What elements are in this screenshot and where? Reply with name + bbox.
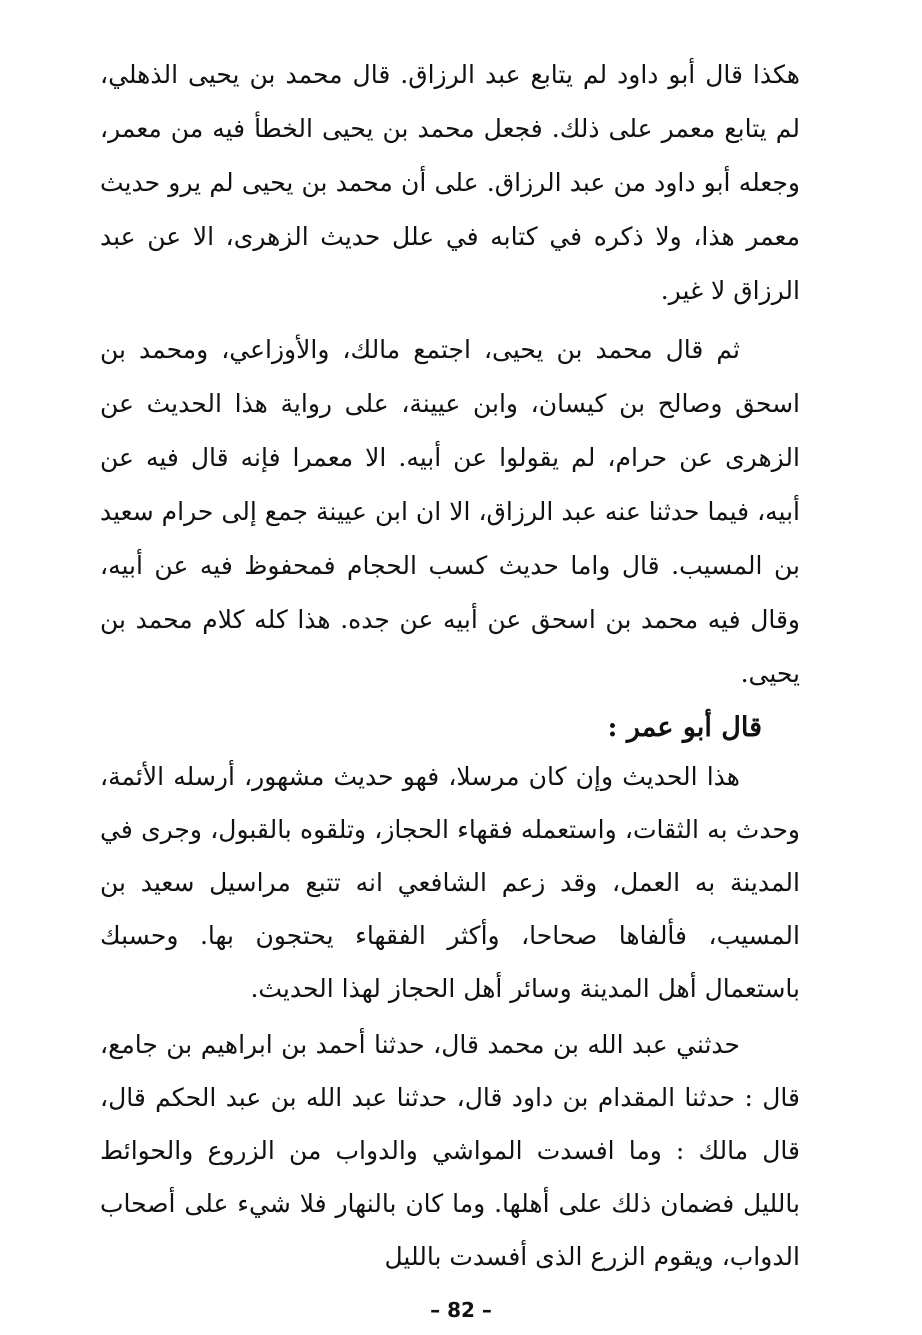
page-number: – 82 –	[430, 1298, 492, 1322]
paragraph-abu-dawud: هكذا قال أبو داود لم يتابع عبد الرزاق. قال محمد بن يحيى الذهلي، لم يتابع معمر على ذلك. فجعل محمد بن يحيى الخطأ فيه من معمر، وجعله أبو داود من عبد الرزاق. على أن محمد بن يحيى لم يرو حديث معمر هذا، ولا ذكره في كتابه في علل حديث الزهرى، الا عن عبد الرزاق لا غير.	[100, 60, 800, 305]
paragraph-muhammad-ibn-yahya: ثم قال محمد بن يحيى، اجتمع مالك، والأوزاعي، ومحمد بن اسحق وصالح بن كيسان، وابن عيينة، على رواية هذا الحديث عن الزهرى عن حرام، لم يقولوا عن أبيه. الا معمرا فإنه قال فيه عن أبيه، فيما حدثنا عنه عبد الرزاق، الا ان ابن عيينة جمع إلى حرام سعيد بن المسيب. قال واما حديث كسب الحجام فمحفوظ فيه عن أبيه، وقال فيه محمد بن اسحق عن أبيه عن جده. هذا كله كلام محمد بن يحيى.	[100, 335, 800, 688]
section-heading: قال أبو عمر :	[607, 712, 762, 743]
paragraph-isnad-malik: حدثني عبد الله بن محمد قال، حدثنا أحمد بن ابراهيم بن جامع، قال : حدثنا المقدام بن داود قال، حدثنا عبد الله بن عبد الحكم قال، قال مالك : وما افسدت المواشي والدواب من الزروع والحوائط بالليل فضمان ذلك على أهلها. وما كان بالنهار فلا شيء على أصحاب الدواب، ويقوم الزرع الذى أفسدت بالليل	[100, 1030, 800, 1271]
paragraph-mursal-hadith: هذا الحديث وإن كان مرسلا، فهو حديث مشهور، أرسله الأئمة، وحدث به الثقات، واستعمله فقهاء الحجاز، وتلقوه بالقبول، وجرى في المدينة به العمل، وقد زعم الشافعي انه تتبع مراسيل سعيد بن المسيب، فألفاها صحاحا، وأكثر الفقهاء يحتجون بها. وحسبك باستعمال أهل المدينة وسائر أهل الحجاز لهذا الحديث.	[100, 762, 800, 1003]
